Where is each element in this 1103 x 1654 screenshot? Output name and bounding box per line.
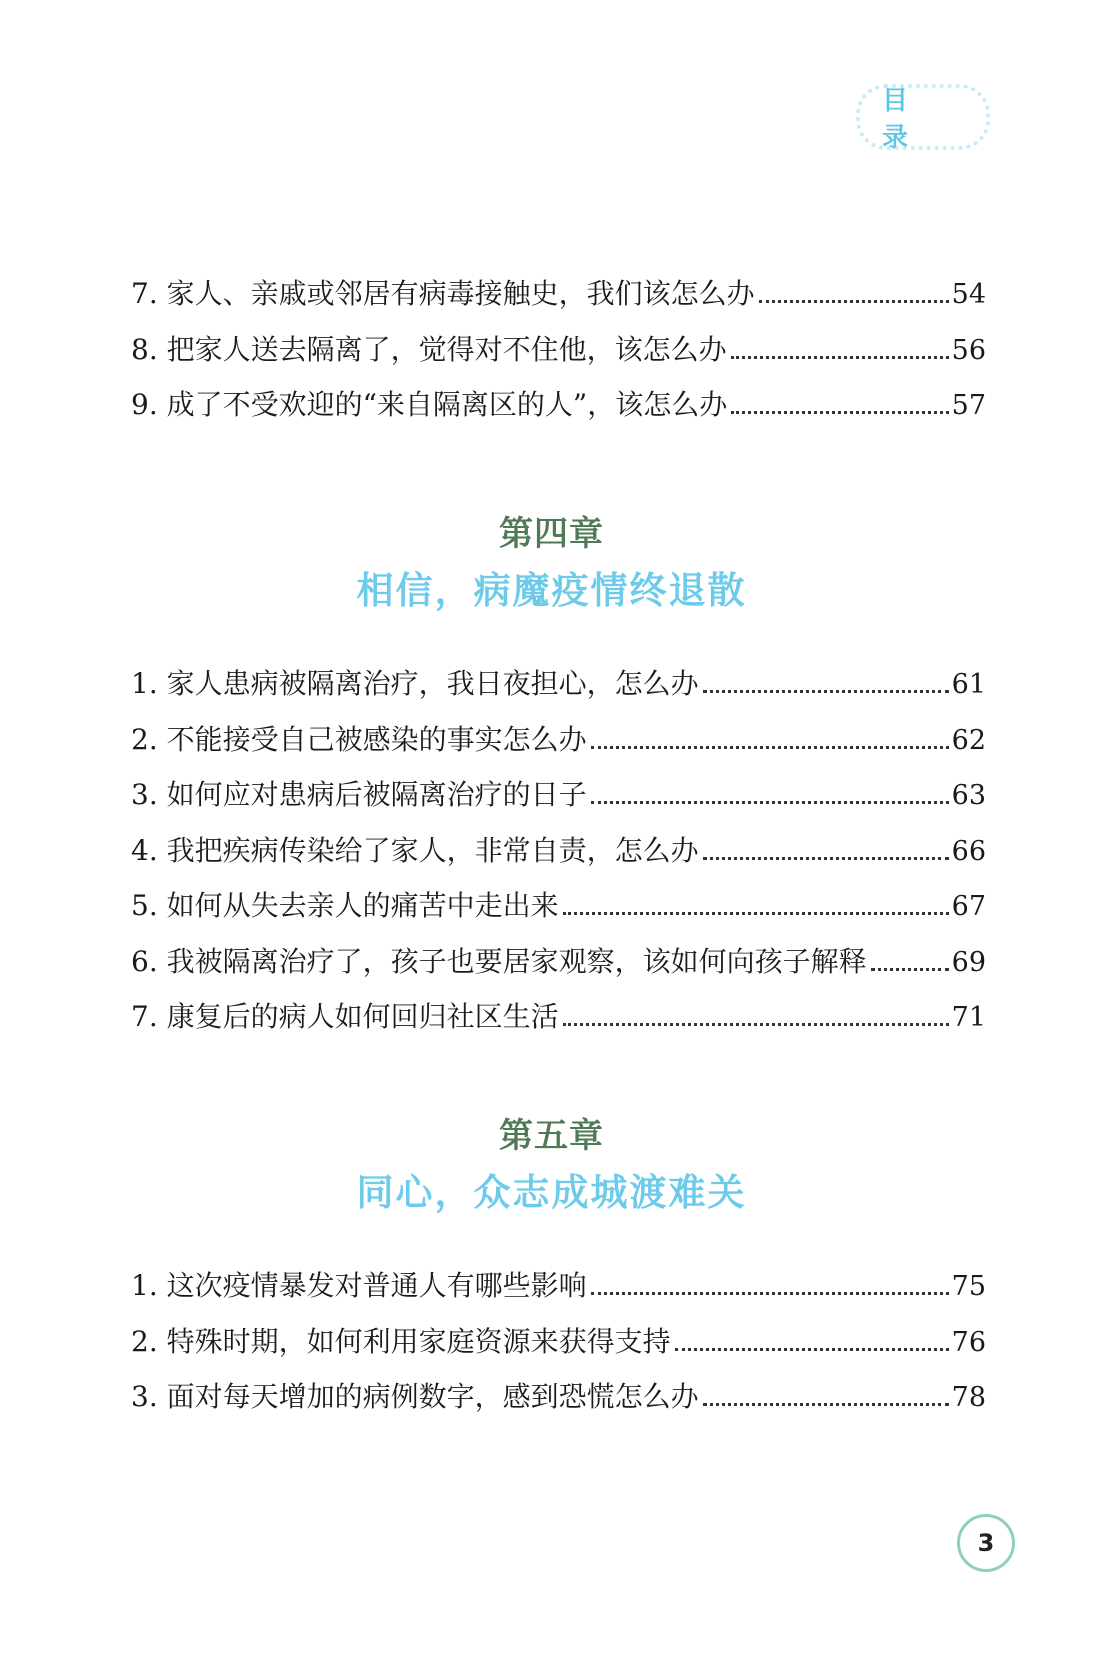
toc-entry-page: 62 bbox=[951, 724, 986, 756]
toc-entry[interactable] bbox=[131, 767, 986, 823]
toc-list-continued bbox=[131, 266, 986, 433]
toc-entry[interactable] bbox=[131, 934, 986, 990]
toc-entry-title: 2. 不能接受自己被感染的事实怎么办 bbox=[131, 722, 587, 756]
toc-entry[interactable] bbox=[131, 989, 986, 1045]
toc-entry-page: 56 bbox=[951, 334, 986, 366]
dot-leader bbox=[591, 801, 949, 804]
toc-entry-title: 3. 面对每天增加的病例数字，感到恐慌怎么办 bbox=[131, 1380, 699, 1413]
toc-entry-title: 6. 我被隔离治疗了，孩子也要居家观察，该如何向孩子解释 bbox=[131, 944, 867, 978]
toc-entry[interactable] bbox=[131, 322, 986, 378]
toc-entry-page: 75 bbox=[951, 1271, 986, 1302]
toc-entry[interactable] bbox=[131, 656, 986, 712]
toc-entry-page: 63 bbox=[951, 780, 986, 811]
toc-entry-title: 1. 这次疫情暴发对普通人有哪些影响 bbox=[131, 1269, 587, 1302]
chapter-label: 第四章 bbox=[499, 514, 604, 554]
toc-entry[interactable] bbox=[131, 377, 986, 433]
section-tag bbox=[856, 84, 990, 153]
page-number: 3 bbox=[977, 1529, 995, 1557]
toc-entry-page: 69 bbox=[951, 946, 986, 978]
toc-entry-page: 66 bbox=[951, 835, 986, 867]
dot-leader bbox=[675, 1348, 949, 1351]
dot-leader bbox=[703, 690, 949, 693]
toc-entry-page: 61 bbox=[951, 669, 986, 700]
toc-entry[interactable] bbox=[131, 823, 986, 879]
dot-leader bbox=[591, 746, 949, 749]
dot-leader bbox=[563, 912, 949, 915]
chapter-title: 同心，众志成城渡难关 bbox=[356, 1171, 747, 1214]
toc-entry-page: 57 bbox=[951, 390, 986, 421]
toc-entry-page: 71 bbox=[951, 1002, 986, 1033]
toc-entry-page: 67 bbox=[951, 891, 986, 922]
toc-entry[interactable] bbox=[131, 712, 986, 768]
toc-entry-title: 9. 成了不受欢迎的“来自隔离区的人”，该怎么办 bbox=[131, 388, 728, 421]
dot-leader bbox=[703, 857, 949, 860]
dot-leader bbox=[703, 1403, 949, 1406]
dot-leader bbox=[731, 411, 948, 414]
toc-list-chapter-5 bbox=[131, 1258, 986, 1425]
page-number-badge bbox=[957, 1514, 1015, 1572]
toc-entry-title: 7. 康复后的病人如何回归社区生活 bbox=[131, 1000, 559, 1033]
toc-entry[interactable] bbox=[131, 1314, 986, 1370]
toc-entry-title: 1. 家人患病被隔离治疗，我日夜担心，怎么办 bbox=[131, 667, 699, 700]
toc-entry-page: 54 bbox=[951, 279, 986, 310]
toc-entry-title: 7. 家人、亲戚或邻居有病毒接触史，我们该怎么办 bbox=[131, 277, 755, 310]
toc-entry-title: 4. 我把疾病传染给了家人，非常自责，怎么办 bbox=[131, 833, 699, 867]
toc-entry-page: 78 bbox=[951, 1382, 986, 1413]
toc-entry-title: 3. 如何应对患病后被隔离治疗的日子 bbox=[131, 778, 587, 811]
toc-entry-title: 2. 特殊时期，如何利用家庭资源来获得支持 bbox=[131, 1324, 671, 1358]
chapter-label: 第五章 bbox=[499, 1116, 604, 1156]
dot-leader bbox=[759, 300, 949, 303]
toc-entry-page: 76 bbox=[951, 1326, 986, 1358]
toc-entry[interactable] bbox=[131, 1369, 986, 1425]
toc-entry[interactable] bbox=[131, 1258, 986, 1314]
dot-leader bbox=[563, 1023, 949, 1026]
toc-entry[interactable] bbox=[131, 878, 986, 934]
toc-entry-title: 5. 如何从失去亲人的痛苦中走出来 bbox=[131, 889, 559, 922]
chapter-title: 相信，病魔疫情终退散 bbox=[356, 569, 747, 612]
toc-list-chapter-4 bbox=[131, 656, 986, 1045]
dot-leader bbox=[731, 356, 949, 359]
section-tag-label: 目 录 bbox=[882, 86, 931, 153]
toc-entry-title: 8. 把家人送去隔离了，觉得对不住他，该怎么办 bbox=[131, 332, 727, 366]
toc-entry[interactable] bbox=[131, 266, 986, 322]
dot-leader bbox=[591, 1292, 949, 1295]
dot-leader bbox=[871, 968, 949, 971]
